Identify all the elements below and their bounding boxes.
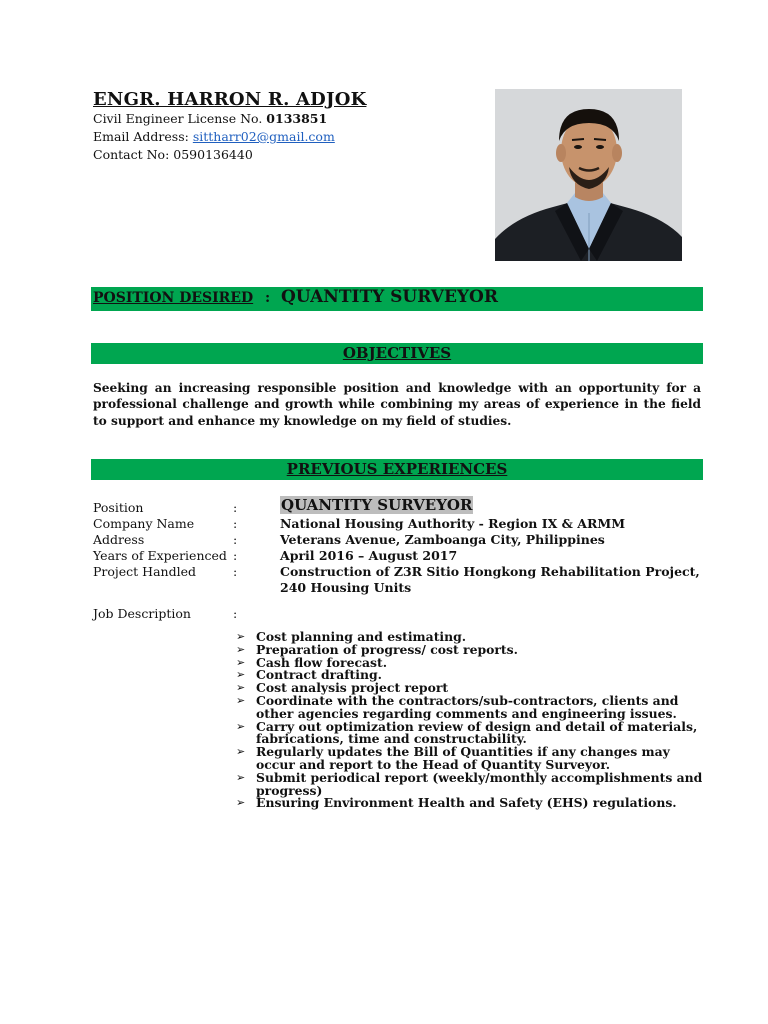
duty-text: Coordinate with the contractors/sub-contractors, clients and other agencies regarding comments and engineering issues. (256, 692, 679, 721)
position-desired-bar (91, 287, 703, 311)
row-value: Veterans Avenue, Zamboanga City, Philippines (280, 532, 605, 547)
arrow-bullet-icon: ➢ (236, 630, 246, 643)
experience-row-address (93, 532, 703, 548)
email-link[interactable]: sittharr02@gmail.com (192, 129, 335, 144)
duty-item (236, 718, 706, 747)
arrow-bullet-icon: ➢ (236, 693, 246, 707)
email-label: Email Address: (93, 129, 193, 144)
experience-row-project (93, 564, 703, 580)
experience-row-years (93, 548, 703, 564)
objectives-heading: OBJECTIVES (342, 344, 452, 362)
row-colon: : (233, 532, 238, 547)
arrow-bullet-icon: ➢ (236, 681, 246, 695)
arrow-bullet-icon: ➢ (236, 668, 246, 682)
row-colon: : (233, 500, 238, 515)
duty-text: Cost analysis project report (256, 680, 449, 696)
row-value-highlighted: QUANTITY SURVEYOR (281, 496, 473, 514)
duty-text: Cost planning and estimating. (256, 629, 467, 644)
duty-text: Cash flow forecast. (256, 654, 388, 670)
experience-row-project-continued (93, 580, 703, 596)
row-label: Years of Experienced (93, 548, 227, 563)
row-value: 240 Housing Units (280, 580, 412, 595)
arrow-bullet-icon: ➢ (236, 655, 246, 669)
position-desired-label (93, 290, 253, 306)
experience-row-position (93, 496, 703, 516)
license-number: 0133851 (266, 111, 328, 126)
row-colon: : (233, 516, 238, 531)
arrow-bullet-icon: ➢ (236, 770, 246, 784)
arrow-bullet-icon: ➢ (236, 719, 246, 733)
job-duties-list (236, 631, 706, 810)
arrow-bullet-icon: ➢ (236, 745, 246, 759)
row-colon: : (233, 564, 238, 579)
job-description-label: Job Description (93, 606, 191, 621)
position-desired-value: QUANTITY SURVEYOR (281, 287, 498, 307)
row-value: National Housing Authority - Region IX & ARMM (280, 516, 626, 531)
row-label: Position (93, 500, 144, 515)
contact-line (93, 147, 253, 162)
job-description-colon: : (233, 606, 238, 621)
profile-photo (495, 89, 682, 261)
job-description-row (93, 606, 703, 622)
duty-item (236, 769, 706, 798)
profile-photo-image (495, 89, 682, 261)
row-label: Project Handled (93, 564, 196, 579)
arrow-bullet-icon: ➢ (236, 796, 246, 810)
row-label: Address (93, 532, 145, 547)
row-colon: : (233, 548, 238, 563)
duty-text: Submit periodical report (weekly/monthly accomplishments and progress) (256, 769, 703, 798)
duty-text: Carry out optimization review of design and detail of materials, fabrications, time and constructability. (256, 718, 698, 747)
experience-heading: PREVIOUS EXPERIENCES (286, 460, 508, 478)
row-value: Construction of Z3R Sitio Hongkong Rehabilitation Project, (280, 564, 700, 579)
duty-text: Regularly updates the Bill of Quantities if any changes may occur and report to the Head of Quantity Surveyor. (256, 744, 670, 772)
objective-text: Seeking an increasing responsible position and knowledge with an opportunity for a professional challenge and growth while combining my areas of experience in the field to support and enhance my knowledge on my field of studies. (93, 381, 701, 428)
contact-number: 0590136440 (173, 147, 253, 162)
duty-item (236, 797, 706, 810)
duty-item (236, 692, 706, 721)
arrow-bullet-icon: ➢ (236, 642, 246, 656)
objectives-bar (91, 343, 703, 364)
row-label: Company Name (93, 516, 195, 531)
contact-label: Contact No: (93, 147, 174, 162)
email-line (93, 129, 335, 144)
license-line (93, 111, 327, 126)
duty-text: Preparation of progress/ cost reports. (256, 641, 518, 657)
applicant-name: ENGR. HARRON R. ADJOK (93, 89, 367, 110)
experience-bar (91, 459, 703, 480)
duty-item (236, 746, 706, 772)
duty-text: Ensuring Environment Health and Safety (EHS) regulations. (256, 795, 677, 811)
duty-text: Contract drafting. (256, 667, 382, 683)
license-label: Civil Engineer License No. (93, 111, 267, 126)
position-desired-label-text: POSITION DESIRED (93, 290, 254, 306)
position-desired-colon: : (265, 290, 271, 306)
experience-row-company (93, 516, 703, 532)
row-value: April 2016 – August 2017 (280, 548, 458, 563)
